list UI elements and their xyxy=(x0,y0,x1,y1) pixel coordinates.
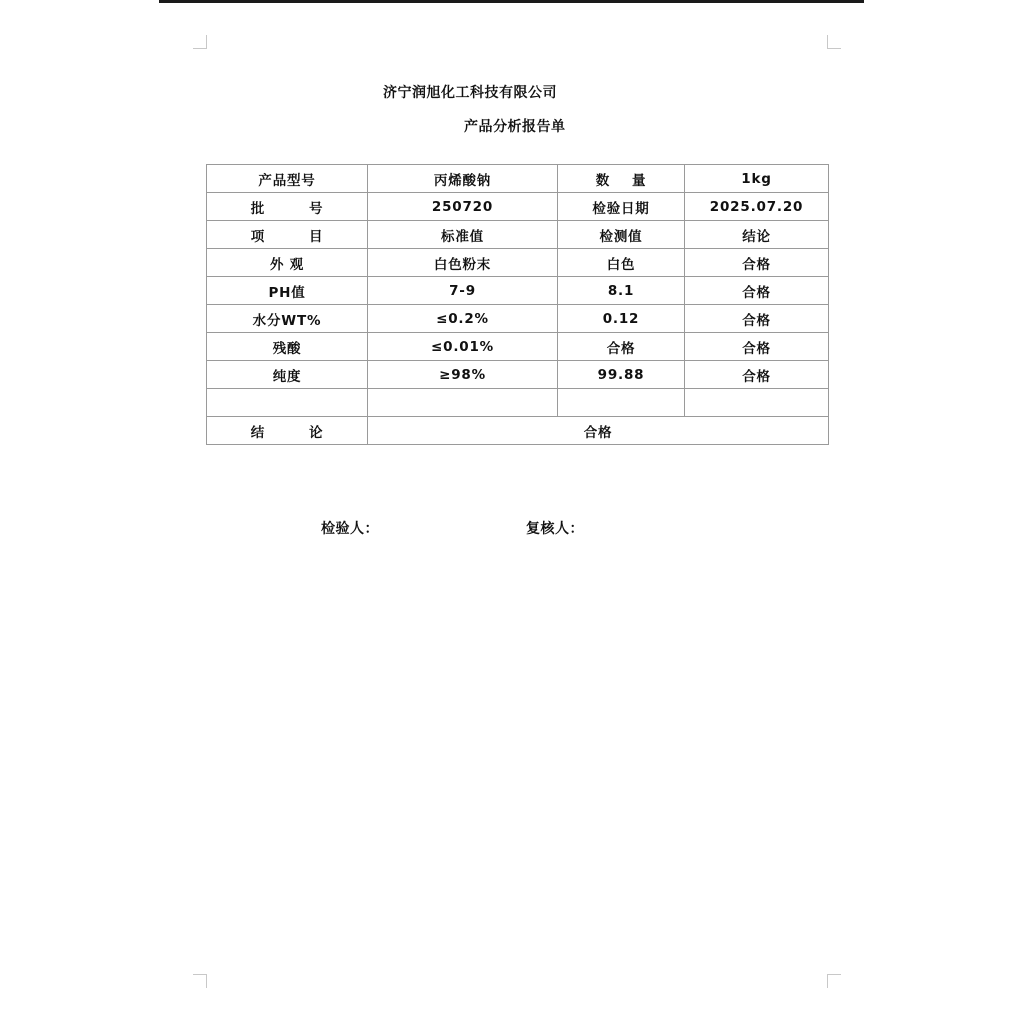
table-row xyxy=(207,277,829,305)
crop-mark-bottom-left xyxy=(193,974,207,988)
quantity-label: 数 量 xyxy=(558,165,685,193)
document-title: 产品分析报告单 xyxy=(464,119,566,135)
info-row-product xyxy=(207,165,829,193)
item-name: PH值 xyxy=(207,277,368,305)
conclusion-value: 合格 xyxy=(368,417,829,445)
analysis-report-table xyxy=(206,164,829,445)
table-row-empty xyxy=(207,389,829,417)
item-name xyxy=(207,389,368,417)
header-measured: 检测值 xyxy=(558,221,685,249)
item-name: 水分WT% xyxy=(207,305,368,333)
item-standard: 7-9 xyxy=(368,277,558,305)
column-header-row xyxy=(207,221,829,249)
item-standard: ≤0.01% xyxy=(368,333,558,361)
batch-value: 250720 xyxy=(368,193,558,221)
item-result: 合格 xyxy=(685,249,829,277)
inspector-label: 检验人： xyxy=(321,521,379,537)
item-name: 残酸 xyxy=(207,333,368,361)
item-result: 合格 xyxy=(685,305,829,333)
table-row xyxy=(207,249,829,277)
item-measured: 99.88 xyxy=(558,361,685,389)
item-measured: 8.1 xyxy=(558,277,685,305)
inspection-date-value: 2025.07.20 xyxy=(685,193,829,221)
item-result xyxy=(685,389,829,417)
item-standard: ≥98% xyxy=(368,361,558,389)
reviewer-label: 复核人： xyxy=(526,521,584,537)
conclusion-row xyxy=(207,417,829,445)
item-name: 纯度 xyxy=(207,361,368,389)
batch-label: 批 号 xyxy=(207,193,368,221)
header-result: 结论 xyxy=(685,221,829,249)
crop-mark-top-left xyxy=(193,35,207,49)
item-measured xyxy=(558,389,685,417)
company-name: 济宁润旭化工科技有限公司 xyxy=(383,85,557,101)
item-standard: 白色粉末 xyxy=(368,249,558,277)
header-standard: 标准值 xyxy=(368,221,558,249)
page-top-border xyxy=(159,0,864,3)
item-measured: 白色 xyxy=(558,249,685,277)
table-row xyxy=(207,305,829,333)
header-item: 项 目 xyxy=(207,221,368,249)
conclusion-label: 结 论 xyxy=(207,417,368,445)
item-measured: 合格 xyxy=(558,333,685,361)
crop-mark-bottom-right xyxy=(827,974,841,988)
item-result: 合格 xyxy=(685,361,829,389)
table-row xyxy=(207,361,829,389)
product-model-value: 丙烯酸钠 xyxy=(368,165,558,193)
product-model-label: 产品型号 xyxy=(207,165,368,193)
crop-mark-top-right xyxy=(827,35,841,49)
item-result: 合格 xyxy=(685,333,829,361)
table-row xyxy=(207,333,829,361)
item-standard: ≤0.2% xyxy=(368,305,558,333)
quantity-value: 1kg xyxy=(685,165,829,193)
item-measured: 0.12 xyxy=(558,305,685,333)
info-row-batch xyxy=(207,193,829,221)
item-name: 外 观 xyxy=(207,249,368,277)
item-standard xyxy=(368,389,558,417)
item-result: 合格 xyxy=(685,277,829,305)
inspection-date-label: 检验日期 xyxy=(558,193,685,221)
